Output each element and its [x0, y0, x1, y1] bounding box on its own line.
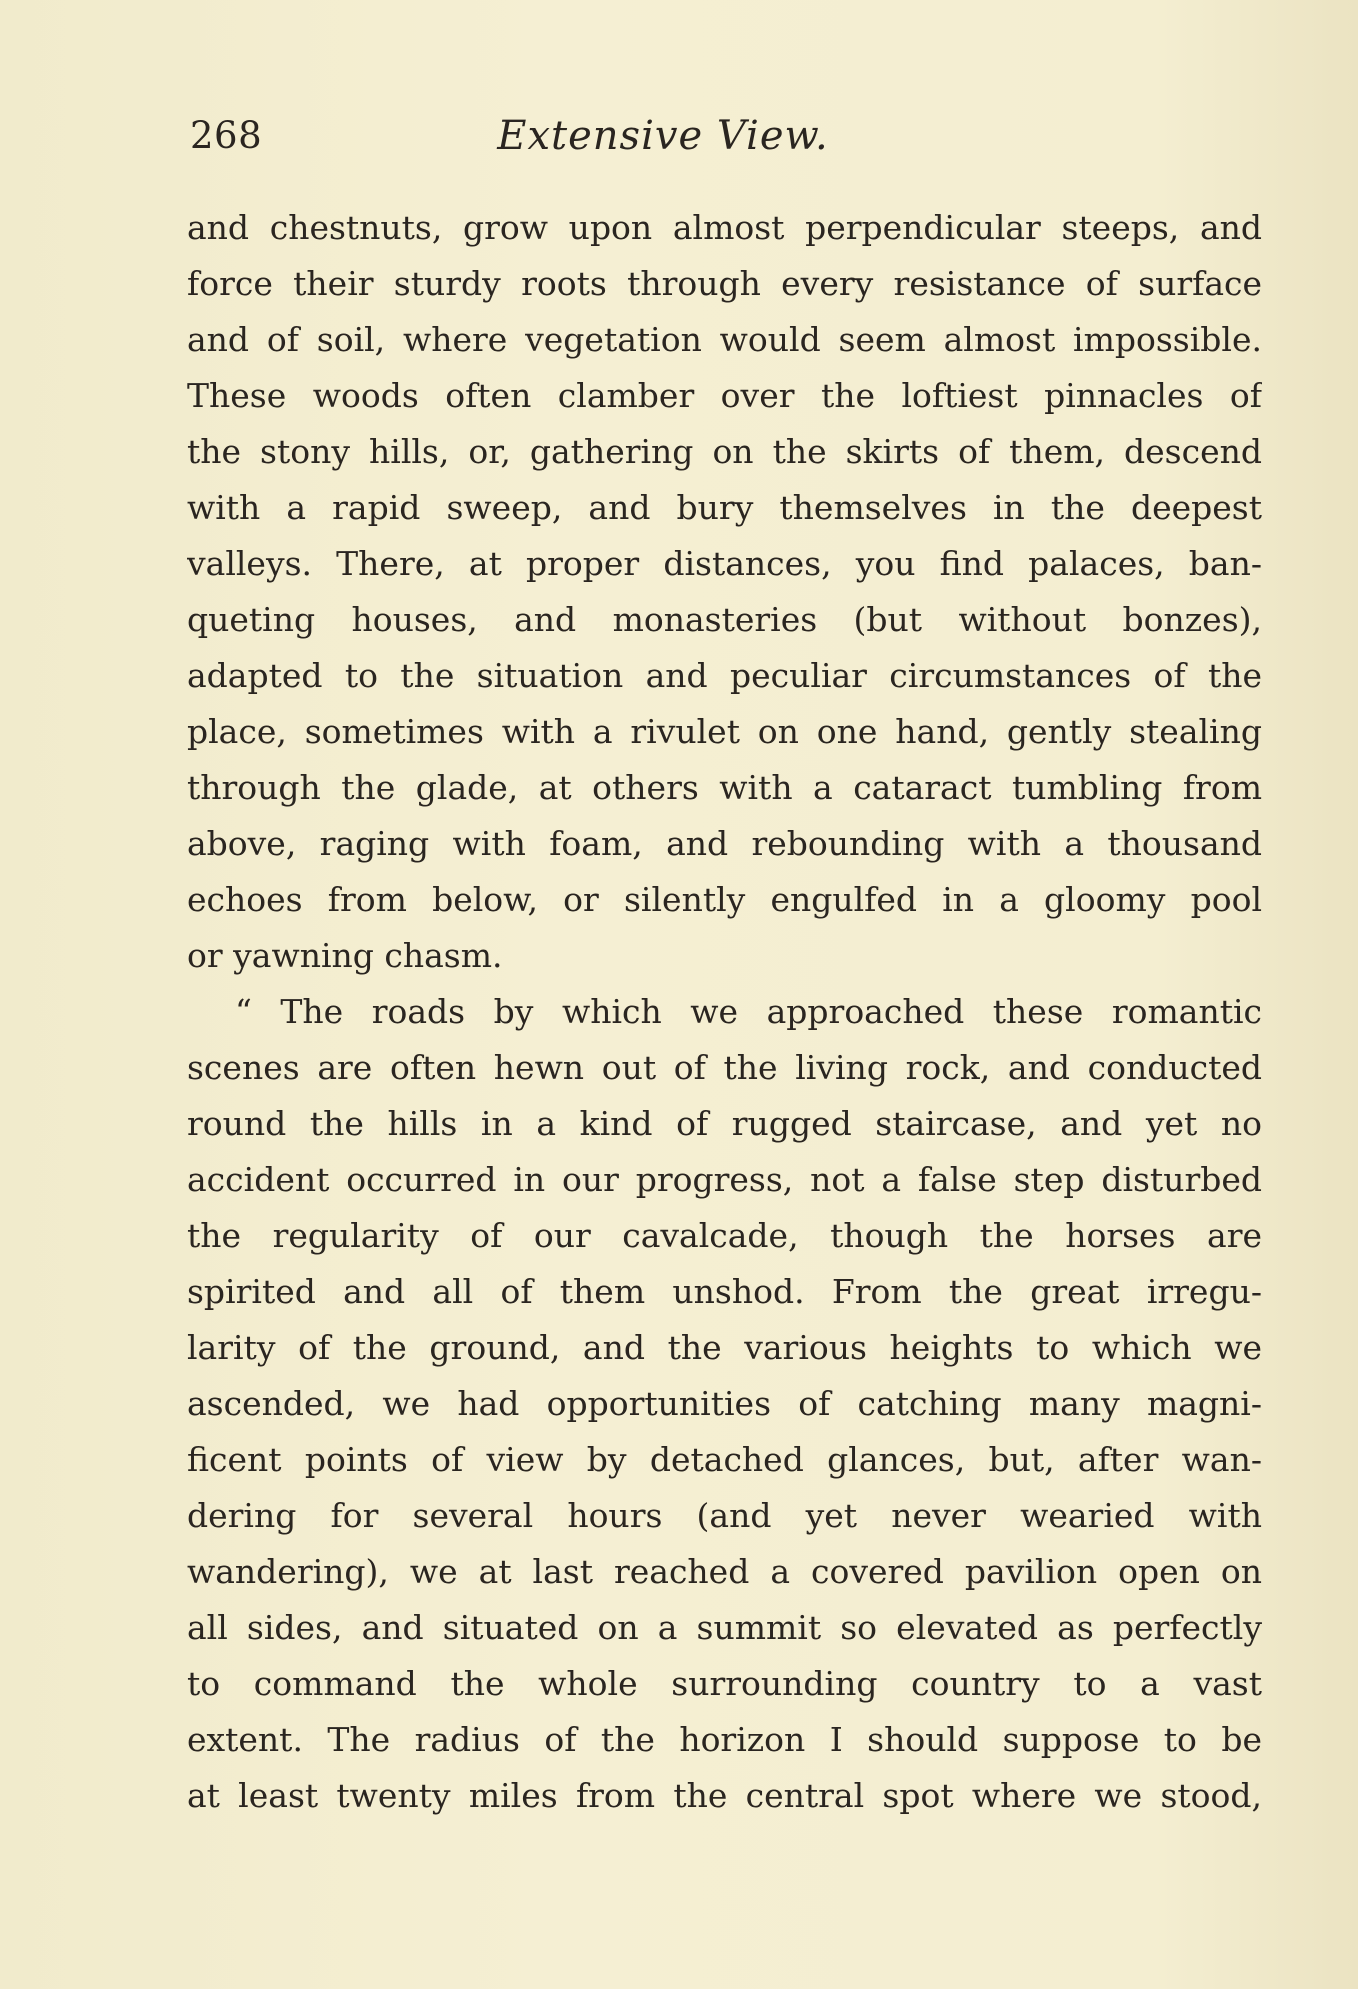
text-line: at least twenty miles from the central spot where we stood, — [187, 1776, 1262, 1815]
text-line: spirited and all of them unshod. From the great irregu- — [187, 1272, 1262, 1311]
text-line: above, raging with foam, and rebounding with a thousand — [187, 824, 1262, 863]
text-line: echoes from below, or silently engulfed in a gloomy pool — [187, 880, 1262, 919]
text-line: place, sometimes with a rivulet on one hand, gently stealing — [187, 712, 1262, 751]
text-line: the stony hills, or, gathering on the skirts of them, descend — [187, 432, 1262, 471]
paragraph-start-line: “ The roads by which we approached these romantic — [235, 992, 1262, 1031]
text-line: the regularity of our cavalcade, though the horses are — [187, 1216, 1262, 1255]
text-line: These woods often clamber over the loftiest pinnacles of — [187, 376, 1262, 415]
paragraph-end-line: or yawning chasm. — [187, 936, 503, 975]
body-text — [187, 200, 1262, 1824]
text-line: scenes are often hewn out of the living rock, and conducted — [187, 1048, 1262, 1087]
text-line: accident occurred in our progress, not a false step disturbed — [187, 1160, 1262, 1199]
text-line: with a rapid sweep, and bury themselves in the deepest — [187, 488, 1262, 527]
text-line: queting houses, and monasteries (but without bonzes), — [187, 600, 1262, 639]
text-line: ascended, we had opportunities of catching many magni- — [187, 1384, 1262, 1423]
text-line: to command the whole surrounding country to a vast — [187, 1664, 1262, 1703]
text-line: valleys. There, at proper distances, you find palaces, ban- — [187, 544, 1262, 583]
text-line: force their sturdy roots through every resistance of surface — [187, 264, 1262, 303]
text-line: all sides, and situated on a summit so elevated as perfectly — [187, 1608, 1262, 1647]
text-line: dering for several hours (and yet never wearied with — [187, 1496, 1262, 1535]
text-line: extent. The radius of the horizon I should suppose to be — [187, 1720, 1262, 1759]
text-line: through the glade, at others with a cataract tumbling from — [187, 768, 1262, 807]
text-line: round the hills in a kind of rugged staircase, and yet no — [187, 1104, 1262, 1143]
text-line: adapted to the situation and peculiar circumstances of the — [187, 656, 1262, 695]
page-number: 268 — [190, 114, 263, 157]
running-head — [190, 112, 1262, 172]
text-line: wandering), we at last reached a covered pavilion open on — [187, 1552, 1262, 1591]
text-line: ficent points of view by detached glances, but, after wan- — [187, 1440, 1262, 1479]
running-title: Extensive View. — [497, 113, 829, 159]
text-line: and of soil, where vegetation would seem almost impossible. — [187, 320, 1262, 359]
text-line: larity of the ground, and the various heights to which we — [187, 1328, 1262, 1367]
text-line: and chestnuts, grow upon almost perpendicular steeps, and — [187, 208, 1262, 247]
